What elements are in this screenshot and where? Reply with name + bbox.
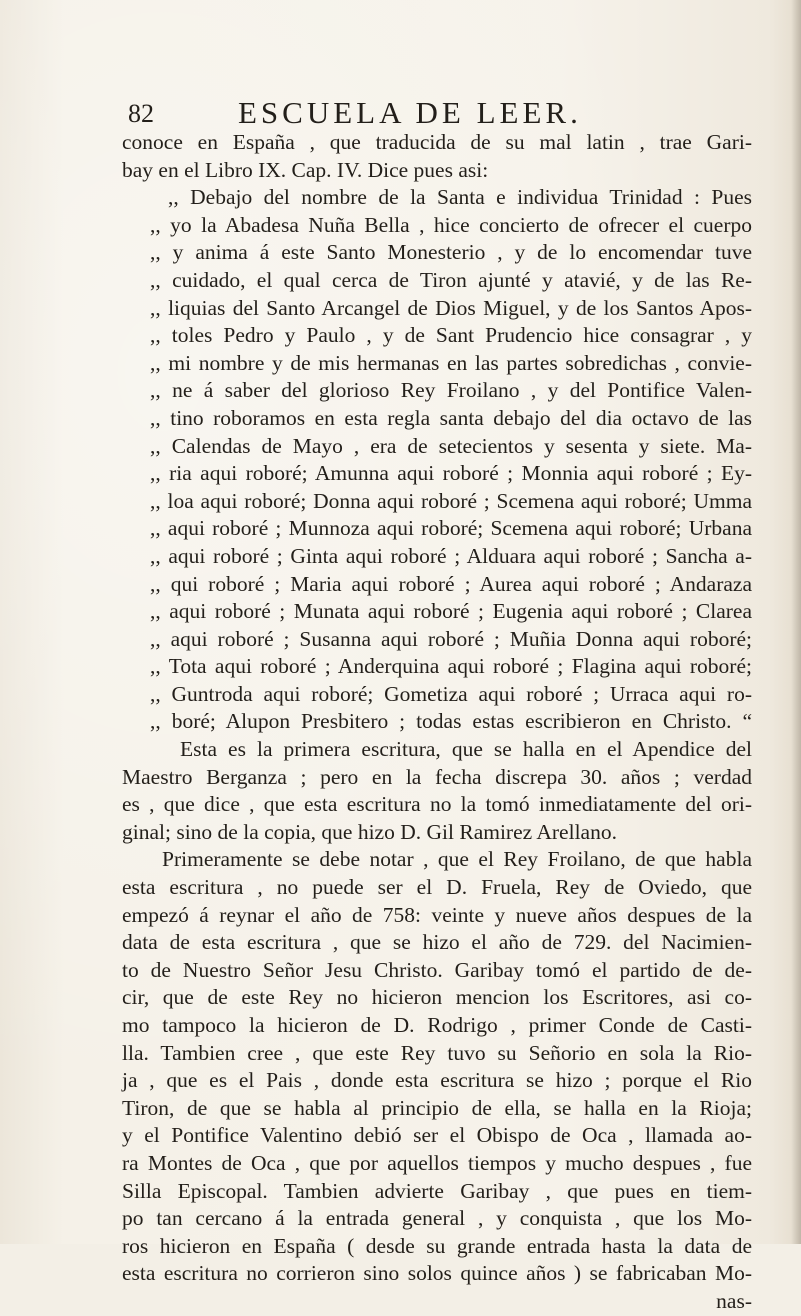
text-line: ,, boré; Alupon Presbitero ; todas estas escribieron en Christo. “ <box>150 709 752 734</box>
text-line: ,, ne á saber del glorioso Rey Froilano , y del Pontifice Valen- <box>150 378 752 403</box>
text-line: data de esta escritura , que se hizo el año de 729. del Nacimien- <box>122 930 752 955</box>
text-line: ,, liquias del Santo Arcangel de Dios Miguel, y de los Santos Apos- <box>150 295 752 320</box>
text-line: ,, yo la Abadesa Nuña Bella , hice concierto de ofrecer el cuerpo <box>150 212 752 237</box>
text-line: ,, mi nombre y de mis hermanas en las partes sobredichas , convie- <box>150 350 752 375</box>
text-line: ,, y anima á este Santo Monesterio , y de lo encomendar tuve <box>150 240 752 265</box>
text-line: mo tampoco la hicieron de D. Rodrigo , primer Conde de Casti- <box>122 1013 752 1037</box>
text-line: ,, aqui roboré ; Munata aqui roboré ; Eugenia aqui roboré ; Clarea <box>150 599 752 624</box>
text-line: ,, Guntroda aqui roboré; Gometiza aqui roboré ; Urraca aqui ro- <box>150 681 752 706</box>
body-text <box>122 129 752 1316</box>
page-edge-shadow <box>791 0 801 1244</box>
text-line: empezó á reynar el año de 758: veinte y nueve años despues de la <box>122 902 752 927</box>
text-line: po tan cercano á la entrada general , y conquista , que los Mo- <box>122 1206 752 1231</box>
text-line: Esta es la primera escritura, que se halla en el Apendice del <box>180 737 752 762</box>
text-line: Primeramente se debe notar , que el Rey Froilano, de que habla <box>162 847 752 872</box>
text-line: ,, toles Pedro y Paulo , y de Sant Prudencio hice consagrar , y <box>150 323 752 348</box>
text-line: esta escritura , no puede ser el D. Fruela, Rey de Oviedo, que <box>122 875 752 900</box>
text-line: ,, qui roboré ; Maria aqui roboré ; Aurea aqui roboré ; Andaraza <box>150 571 752 596</box>
text-line: cir, que de este Rey no hicieron mencion los Escritores, asi co- <box>122 985 752 1010</box>
text-line: ginal; sino de la copia, que hizo D. Gil Ramirez Arellano. <box>122 819 617 844</box>
running-head: ESCUELA DE LEER. <box>238 95 582 130</box>
text-line: ,, ria aqui roboré; Amunna aqui roboré ; Monnia aqui roboré ; Ey- <box>150 461 752 486</box>
text-line: ,, Debajo del nombre de la Santa e individua Trinidad : Pues <box>168 185 752 210</box>
text-line: esta escritura no corrieron sino solos quince años ) se fabricaban Mo- <box>122 1261 752 1286</box>
text-line: ,, Tota aqui roboré ; Anderquina aqui roboré ; Flagina aqui roboré; <box>150 654 752 679</box>
text-line: ,, tino roboramos en esta regla santa debajo del dia octavo de las <box>150 405 752 430</box>
text-line: ,, aqui roboré ; Ginta aqui roboré ; Alduara aqui roboré ; Sancha a- <box>150 543 752 568</box>
text-line: es , que dice , que esta escritura no la tomó inmediatamente del ori- <box>122 792 752 817</box>
text-line: Tiron, de que se habla al principio de ella, se halla en la Rioja; <box>122 1095 752 1120</box>
text-line: conoce en España , que traducida de su mal latin , trae Gari- <box>122 130 752 154</box>
page-header <box>128 93 728 133</box>
text-line: Silla Episcopal. Tambien advierte Garibay , que pues en tiem- <box>122 1178 752 1203</box>
text-line: Maestro Berganza ; pero en la fecha discrepa 30. años ; verdad <box>122 764 752 789</box>
text-line: ,, aqui roboré ; Munnoza aqui roboré; Scemena aqui roboré; Urbana <box>150 516 752 541</box>
text-line: y el Pontifice Valentino debió ser el Obispo de Oca , llamada ao- <box>122 1123 752 1148</box>
text-line: to de Nuestro Señor Jesu Christo. Garibay tomó el partido de de- <box>122 957 752 982</box>
text-line: lla. Tambien cree , que este Rey tuvo su Señorio en sola la Rio- <box>122 1040 752 1065</box>
text-line: bay en el Libro IX. Cap. IV. Dice pues asi: <box>122 157 489 182</box>
text-line: ,, aqui roboré ; Susanna aqui roboré ; Muñia Donna aqui roboré; <box>150 626 752 651</box>
text-line: ros hicieron en España ( desde su grande entrada hasta la data de <box>122 1233 752 1258</box>
text-line: ,, loa aqui roboré; Donna aqui roboré ; Scemena aqui roboré; Umma <box>150 488 752 513</box>
text-line: ra Montes de Oca , que por aquellos tiempos y mucho despues , fue <box>122 1150 752 1175</box>
text-line: ja , que es el Pais , donde esta escritura se hizo ; porque el Rio <box>122 1068 752 1093</box>
text-line: nas- <box>716 1288 752 1313</box>
text-line: ,, cuidado, el qual cerca de Tiron ajunté y atavié, y de las Re- <box>150 267 752 292</box>
page-number: 82 <box>128 99 154 128</box>
text-line: ,, Calendas de Mayo , era de setecientos y sesenta y siete. Ma- <box>150 433 752 458</box>
